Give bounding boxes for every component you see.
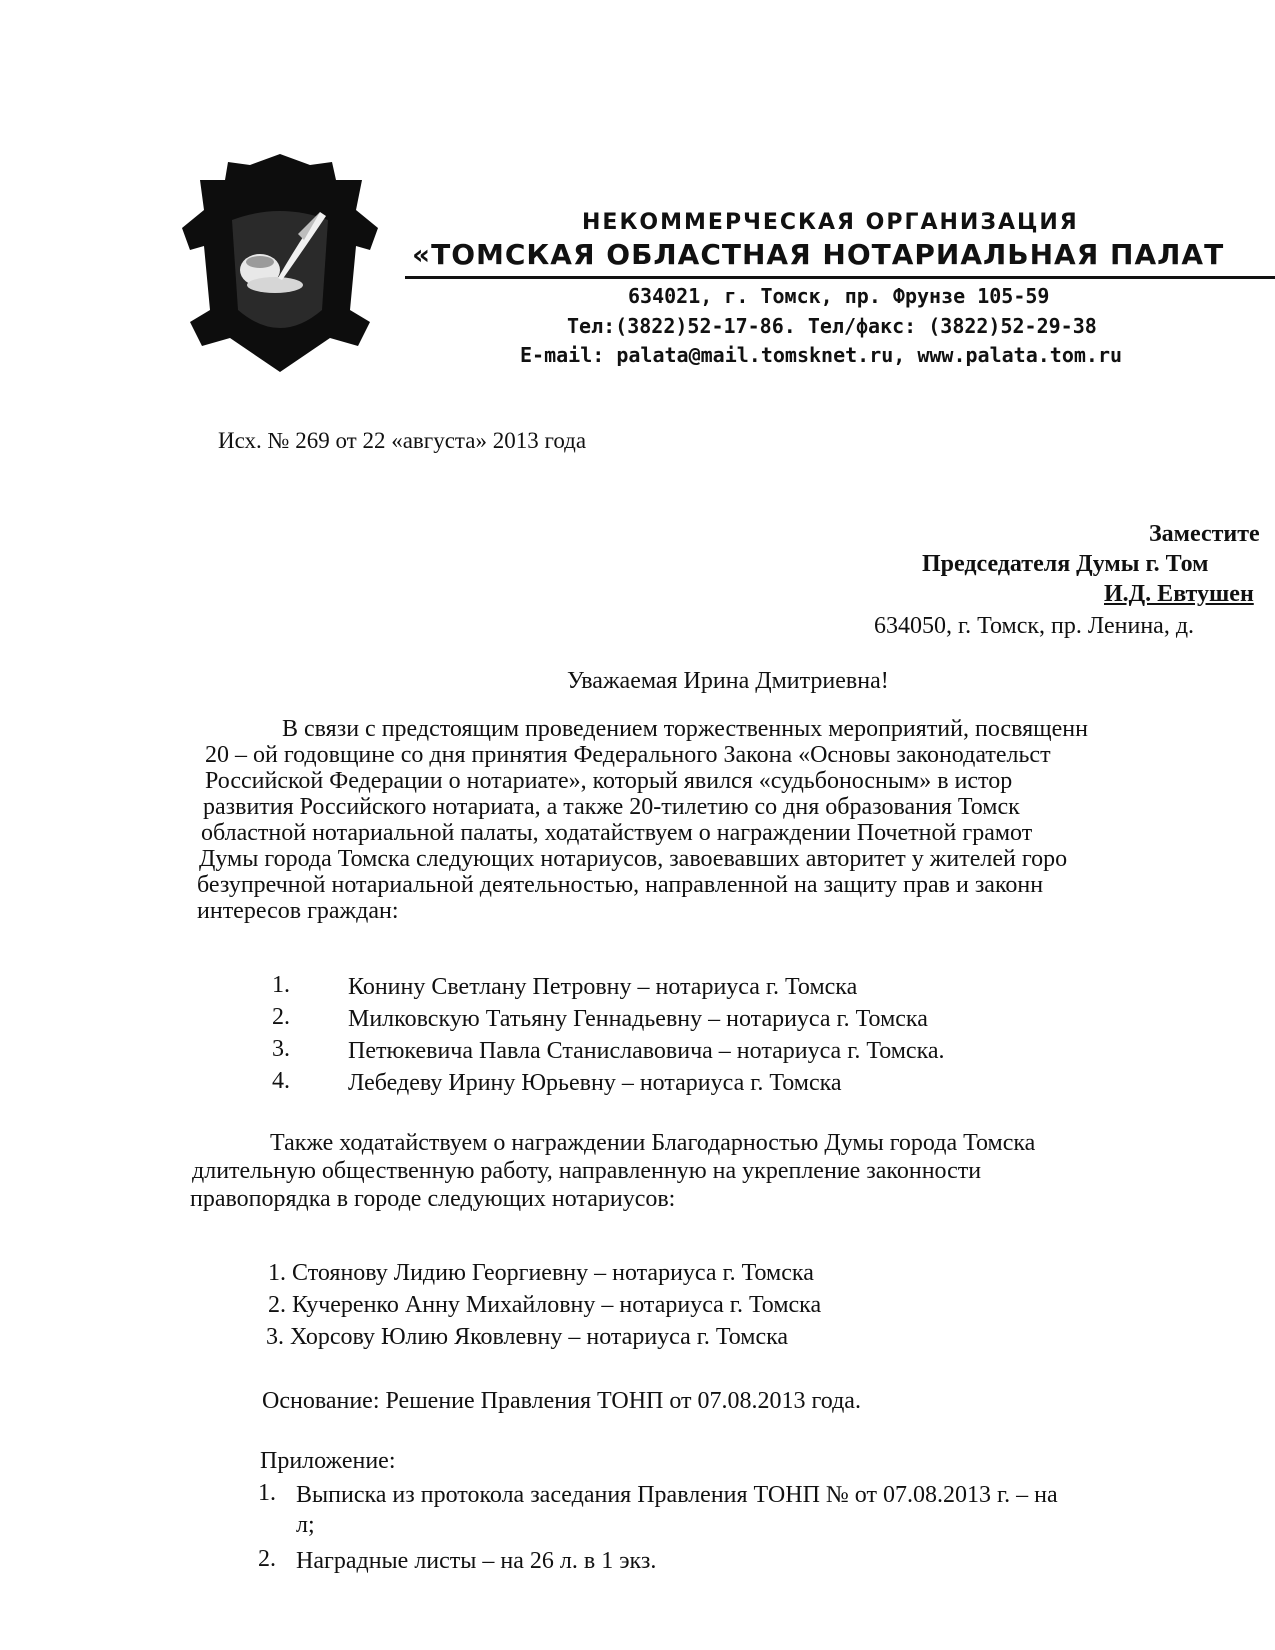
- attachment-number: 2.: [258, 1546, 276, 1572]
- paragraph2-line: Также ходатайствуем о награждении Благодарностью Думы города Томска: [270, 1130, 1036, 1156]
- recipient-address: 634050, г. Томск, пр. Ленина, д.: [874, 613, 1195, 639]
- org-name: «ТОМСКАЯ ОБЛАСТНАЯ НОТАРИАЛЬНАЯ ПАЛАТ: [412, 238, 1225, 271]
- org-contacts: E-mail: palata@mail.tomsknet.ru, www.palata.tom.ru: [520, 343, 1123, 367]
- letterhead-rule: [405, 276, 1275, 279]
- attachment-item: Наградные листы – на 26 л. в 1 экз.: [296, 1548, 657, 1574]
- paragraph1-line: Российской Федерации о нотариате», который явился «судьбоносным» в истор: [205, 768, 1013, 794]
- paragraph1-line: интересов граждан:: [197, 898, 399, 924]
- attachment-item-continuation: л;: [296, 1512, 315, 1538]
- paragraph2-line: длительную общественную работу, направленную на укрепление законности: [192, 1158, 982, 1184]
- list2-item: 1. Стоянову Лидию Георгиевну – нотариуса г. Томска: [268, 1260, 814, 1286]
- recipient-name: И.Д. Евтушен: [1104, 581, 1254, 607]
- recipient-title: Заместите: [1149, 521, 1260, 547]
- org-phones: Тел:(3822)52-17-86. Тел/факс: (3822)52-29-38: [567, 314, 1097, 338]
- salutation: Уважаемая Ирина Дмитриевна!: [567, 668, 889, 694]
- list1-number: 3.: [272, 1036, 290, 1062]
- outgoing-reference: Исх. № 269 от 22 «августа» 2013 года: [218, 428, 587, 453]
- paragraph2-line: правопорядка в городе следующих нотариусов:: [190, 1186, 676, 1212]
- paragraph1-line: развития Российского нотариата, а также 20-тилетию со дня образования Томск: [203, 794, 1020, 820]
- paragraph1-line: В связи с предстоящим проведением торжественных мероприятий, посвященн: [282, 716, 1088, 742]
- list1-number: 1.: [272, 972, 290, 998]
- list1-item: Петюкевича Павла Станиславовича – нотариуса г. Томска.: [348, 1038, 945, 1064]
- org-address: 634021, г. Томск, пр. Фрунзе 105-59: [628, 284, 1050, 308]
- list1-item: Конину Светлану Петровну – нотариуса г. Томска: [348, 974, 858, 1000]
- attachment-number: 1.: [258, 1480, 276, 1506]
- attachment-item: Выписка из протокола заседания Правления ТОНП № от 07.08.2013 г. – на: [296, 1482, 1058, 1508]
- recipient-position: Председателя Думы г. Том: [922, 551, 1209, 577]
- list2-item: 3. Хорсову Юлию Яковлевну – нотариуса г. Томска: [266, 1324, 789, 1350]
- attachments-heading: Приложение:: [260, 1448, 396, 1474]
- notary-emblem-icon: [180, 150, 380, 375]
- list2-item: 2. Кучеренко Анну Михайловну – нотариуса г. Томска: [268, 1292, 822, 1318]
- list1-item: Лебедеву Ирину Юрьевну – нотариуса г. Томска: [348, 1070, 842, 1096]
- list1-item: Милковскую Татьяну Геннадьевну – нотариуса г. Томска: [348, 1006, 928, 1032]
- paragraph1-line: областной нотариальной палаты, ходатайствуем о награждении Почетной грамот: [201, 820, 1033, 846]
- paragraph1-line: Думы города Томска следующих нотариусов, завоевавших авторитет у жителей горо: [199, 846, 1068, 872]
- paragraph1-line: 20 – ой годовщине со дня принятия Федерального Закона «Основы законодательст: [205, 742, 1051, 768]
- list1-number: 4.: [272, 1068, 290, 1094]
- paragraph1-line: безупречной нотариальной деятельностью, направленной на защиту прав и законн: [197, 872, 1044, 898]
- basis-line: Основание: Решение Правления ТОНП от 07.08.2013 года.: [262, 1388, 861, 1414]
- list1-number: 2.: [272, 1004, 290, 1030]
- org-type: НЕКОММЕРЧЕСКАЯ ОРГАНИЗАЦИЯ: [582, 210, 1079, 235]
